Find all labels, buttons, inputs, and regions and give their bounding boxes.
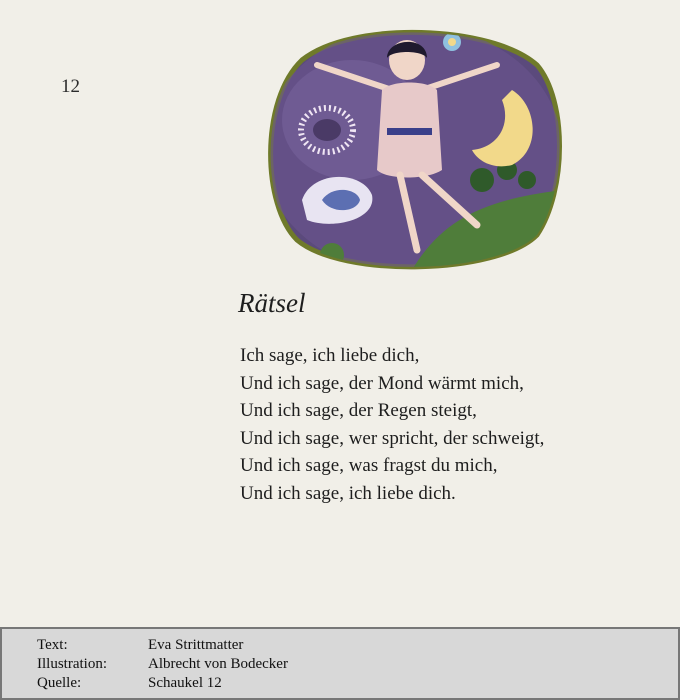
credit-value: Albrecht von Bodecker <box>148 656 288 672</box>
poem-line: Und ich sage, ich liebe dich. <box>240 482 456 504</box>
credit-value: Schaukel 12 <box>148 675 222 691</box>
poem-line: Und ich sage, wer spricht, der schweigt, <box>240 427 545 449</box>
credit-label: Illustration: <box>37 656 107 672</box>
credit-value: Eva Strittmatter <box>148 637 244 653</box>
poem-line: Und ich sage, was fragst du mich, <box>240 455 498 476</box>
poem-line: Und ich sage, der Mond wärmt mich, <box>240 372 524 394</box>
poem-line: Und ich sage, der Regen steigt, <box>240 400 477 421</box>
poem-illustration <box>262 20 564 276</box>
page-number: 12 <box>61 76 80 97</box>
poem-line: Ich sage, ich liebe dich, <box>240 345 420 366</box>
credits-box <box>0 627 680 700</box>
credit-label: Quelle: <box>37 675 82 691</box>
credit-label: Text: <box>37 637 68 653</box>
poem-text <box>240 342 544 507</box>
poem-title: Rätsel <box>238 288 306 318</box>
